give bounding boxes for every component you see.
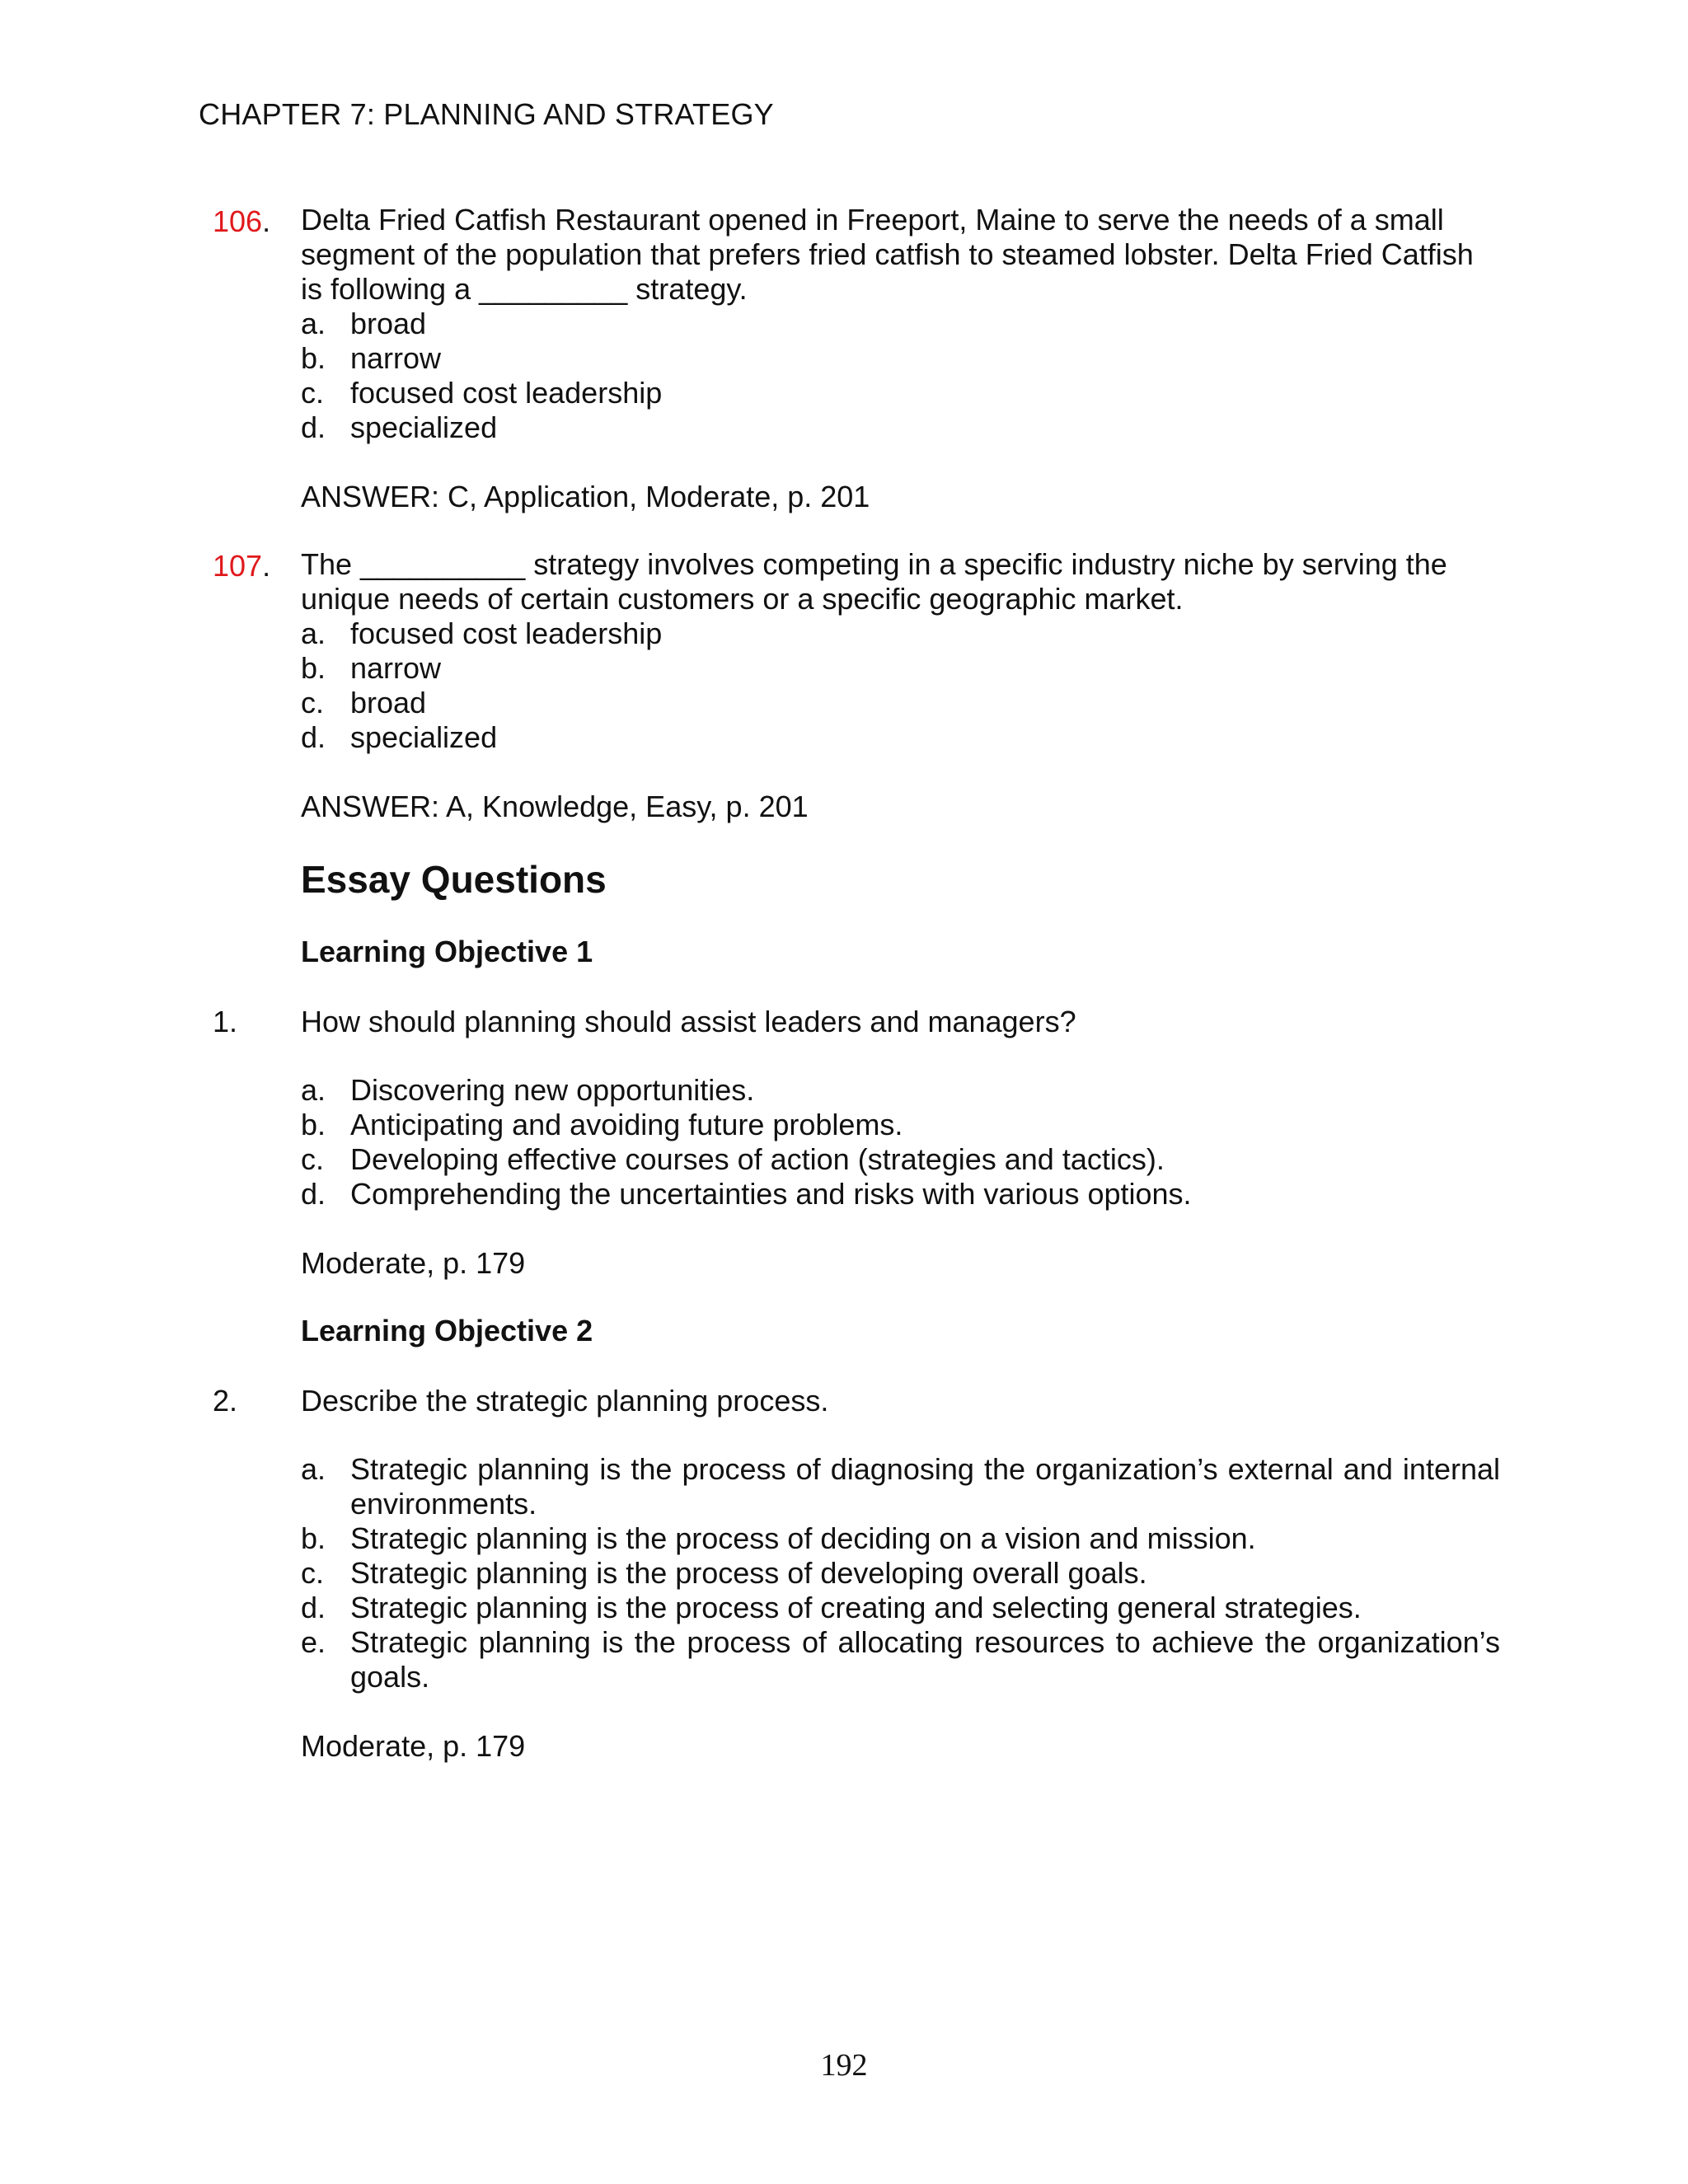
option-text: specialized — [350, 410, 498, 444]
option-letter: a. — [301, 307, 326, 340]
essay-2-meta: Moderate, p. 179 — [301, 1729, 526, 1763]
option-text: narrow — [350, 651, 442, 685]
option-text: focused cost leadership — [350, 616, 663, 650]
option-d — [301, 1177, 1500, 1212]
option-letter: a. — [301, 1073, 326, 1107]
option-letter: b. — [301, 1108, 326, 1141]
option-letter: a. — [301, 616, 326, 650]
option-a — [301, 1452, 1500, 1521]
question-stem: The __________ strategy involves competing in a specific industry niche by serving the unique needs of certain customers or a specific geographic market. — [301, 547, 1447, 616]
question-stem: Delta Fried Catfish Restaurant opened in Freeport, Maine to serve the needs of a small segment of the population that prefers fried catfish to steamed lobster. Delta Fried Catfish is following a _________ strategy. — [301, 203, 1474, 306]
option-d — [301, 720, 1500, 755]
option-d — [301, 410, 1500, 445]
option-letter: d. — [301, 720, 326, 754]
essay-question-2: Describe the strategic planning process. — [301, 1384, 829, 1418]
option-text: Developing effective courses of action (strategies and tactics). — [350, 1142, 1165, 1176]
option-b — [301, 1521, 1500, 1556]
option-text: Strategic planning is the process of deciding on a vision and mission. — [350, 1521, 1256, 1555]
essay-number-1: 1. — [213, 1005, 238, 1038]
answer-106: ANSWER: C, Application, Moderate, p. 201 — [301, 480, 870, 513]
essay-1-options — [301, 1073, 1500, 1212]
question-number-dot: . — [262, 549, 271, 583]
question-106 — [301, 203, 1500, 445]
option-letter: b. — [301, 651, 326, 685]
learning-objective-2-heading: Learning Objective 2 — [301, 1314, 593, 1347]
option-b — [301, 651, 1500, 686]
option-letter: d. — [301, 1591, 326, 1624]
option-text: Strategic planning is the process of creating and selecting general strategies. — [350, 1591, 1362, 1624]
essay-1-meta: Moderate, p. 179 — [301, 1246, 526, 1280]
option-e — [301, 1625, 1500, 1694]
option-c — [301, 1556, 1500, 1591]
option-letter: c. — [301, 376, 325, 410]
option-letter: d. — [301, 1177, 326, 1211]
option-letter: b. — [301, 341, 326, 375]
option-text: Strategic planning is the process of diagnosing the organization’s external and internal environments. — [350, 1452, 1500, 1521]
question-number-value: 106 — [213, 204, 263, 238]
option-b — [301, 1108, 1500, 1142]
option-c — [301, 376, 1500, 410]
chapter-header: CHAPTER 7: PLANNING AND STRATEGY — [199, 97, 774, 131]
essay-2-options — [301, 1452, 1500, 1694]
option-letter: c. — [301, 686, 325, 719]
option-text: narrow — [350, 341, 442, 375]
question-number-106 — [213, 204, 270, 239]
question-number-value: 107 — [213, 549, 263, 583]
option-letter: b. — [301, 1521, 326, 1555]
option-d — [301, 1591, 1500, 1625]
essay-question-1: How should planning should assist leaders and managers? — [301, 1005, 1076, 1038]
option-c — [301, 1142, 1500, 1177]
option-text: Comprehending the uncertainties and risks with various options. — [350, 1177, 1192, 1211]
option-text: broad — [350, 686, 427, 719]
option-text: specialized — [350, 720, 498, 754]
option-letter: c. — [301, 1142, 325, 1176]
option-letter: d. — [301, 410, 326, 444]
option-text: Strategic planning is the process of developing overall goals. — [350, 1556, 1147, 1590]
option-b — [301, 341, 1500, 376]
answer-107: ANSWER: A, Knowledge, Easy, p. 201 — [301, 790, 809, 823]
option-letter: a. — [301, 1452, 326, 1486]
option-letter: c. — [301, 1556, 325, 1590]
option-text: focused cost leadership — [350, 376, 663, 410]
option-text: broad — [350, 307, 427, 340]
option-text: Anticipating and avoiding future problems. — [350, 1108, 903, 1141]
page-number: 192 — [820, 2048, 868, 2083]
essay-heading: Essay Questions — [301, 858, 607, 901]
question-107 — [301, 547, 1500, 755]
question-number-dot: . — [262, 204, 271, 238]
option-a — [301, 1073, 1500, 1108]
option-a — [301, 616, 1500, 651]
option-c — [301, 686, 1500, 720]
option-letter: e. — [301, 1625, 326, 1659]
option-text: Discovering new opportunities. — [350, 1073, 755, 1107]
option-a — [301, 307, 1500, 341]
question-number-107 — [213, 549, 270, 583]
learning-objective-1-heading: Learning Objective 1 — [301, 935, 593, 968]
essay-number-2: 2. — [213, 1384, 238, 1418]
option-text: Strategic planning is the process of allocating resources to achieve the organization’s goals. — [350, 1625, 1500, 1694]
